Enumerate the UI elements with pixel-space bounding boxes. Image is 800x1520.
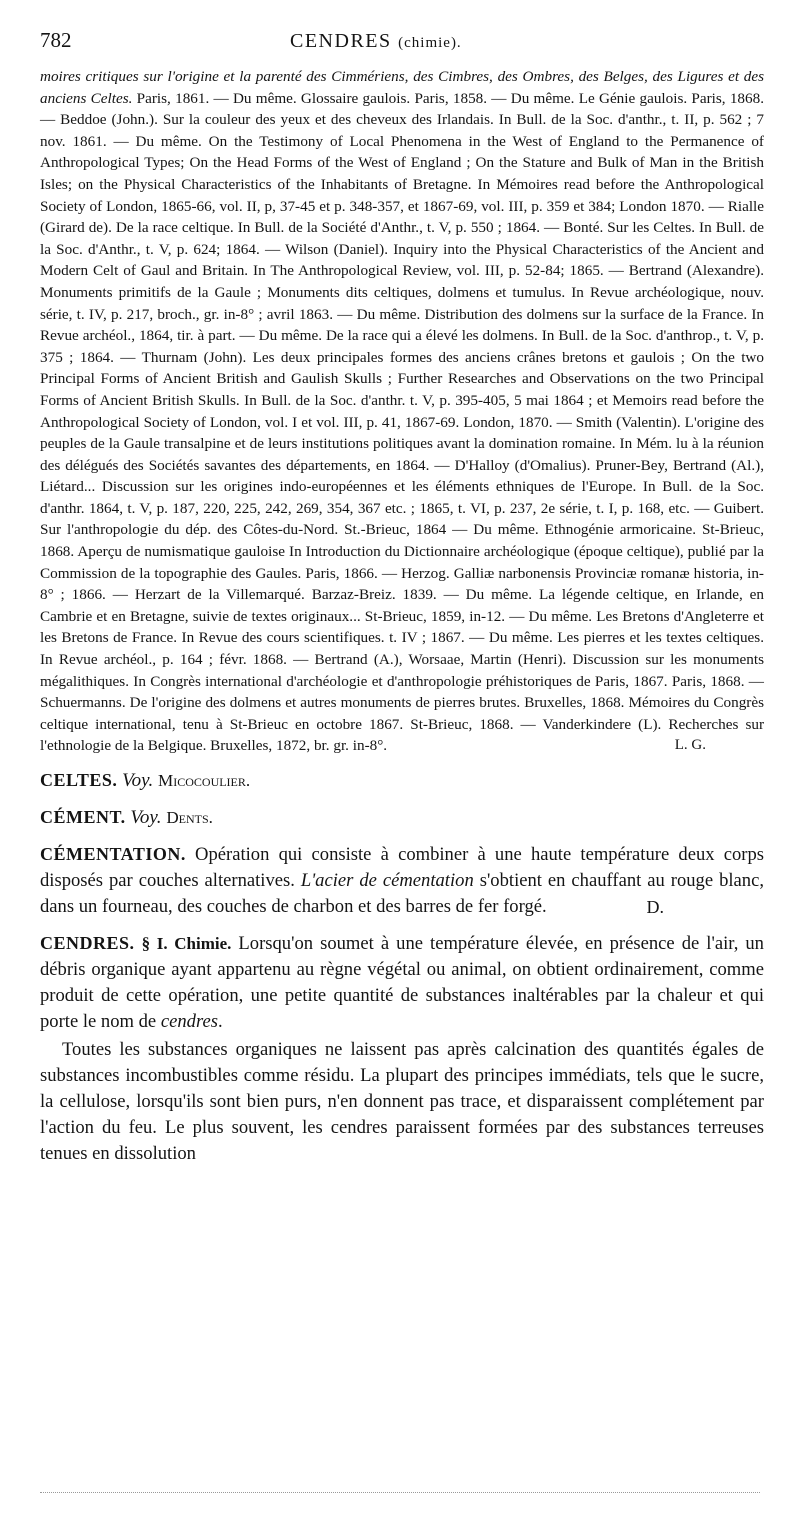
cendres-italic: cendres xyxy=(160,1011,218,1032)
bibliography-text: Paris, 1861. — Du même. Glossaire gaulois. Paris, 1858. — Du même. Le Génie gaulois. Paris, 1868. — Beddoe (John.). Sur la couleur des yeux et des cheveux des Irlandais. In Bull. de la Soc. d'anthr., t. II, p. 562 ; 7 nov. 1861. — Du même. On the Testimony of Local Phenomena in the West of England to the Permanence of Anthropological Types; On the Head Forms of the West of England ; On the Stature and Bulk of Man in the British Isles; on the Physical Characteristics of the Inhabitants of Bretagne. In Mémoires read before the Anthropological Society of London, 1865-66, vol. II, p, 37-45 et p. 348-357, et 1867-69, vol. III, p. 359 et 384; London 1870. — Rialle (Girard de). De la race celtique. In Bull. de la Société d'Anthr., t. V, p. 550 ; 1864. — Bonté. Sur les Celtes. In Bull. de la Soc. d'Anthr., t. V, p. 624; 1864. — Wilson (Daniel). Inquiry into the Physical Characteristics of the Ancient and Modern Celt of Gaul and Britain. In The Anthropological Review, vol. III, p. 52-84; 1865. — Bertrand (Alexandre). Monuments primitifs de la Gaule ; Monuments dits celtiques, dolmens et tumulus. In Revue archéologique, nouv. série, t. IV, p. 217, broch., gr. in-8° ; avril 1863. — Du même. Distribution des dolmens sur la surface de la France. In Revue archéol., 1864, tir. à part. — Du même. De la race qui a élevé les dolmens. In Bull. de la Soc. d'anthrop., t. V, p. 375 ; 1864. — Thurnam (John). Les deux principales formes des anciens crânes bretons et gaulois ; On the two Principal Forms of Ancient British and Gaulish Skulls ; Further Researches and Observations on the two Principal Forms of Ancient British Skulls. In Bull. de la Soc. d'anthr. t. V, p. 395-405, 5 mai 1864 ; et Memoirs read before the Anthropological Society of London, vol. I et vol. III, p. 41, 1867-69. London, 1870. — Smith (Valentin). L'origine des peuples de la Gaule transalpine et de leurs institutions politiques avant la domination romaine. In Mém. lu à la réunion des délégués des Sociétés savantes des départements, en 1864. — D'Halloy (d'Omalius). Pruner-Bey, Bertrand (Al.), Liétard... Discussion sur les origines indo-européennes et les éléments ethniques de l'Europe. In Bull. de la Soc. d'anthr. 1864, t. V, p. 187, 220, 225, 242, 269, 354, 367 etc. ; 1865, t. VI, p. 237, 2e série, t. I, p. 168, etc. — Guibert. Sur l'anthropologie du dép. des Côtes-du-Nord. St.-Brieuc, 1864 — Du même. Ethnogénie armoricaine. St-Brieuc, 1868. Aperçu de numismatique gauloise In Introduction du Dictionnaire archéologique (époque celtique), publié par la Commission de la topographie des Gaules. Paris, 1866. — Herzog. Galliæ narbonensis Provinciæ romanæ historia, in-8° ; 1866. — Herzart de la Villemarqué. Barzaz-Breiz. 1839. — Du même. La légende celtique, en Irlande, en Cambrie et en Bretagne, suivie de textes originaux... St-Brieuc, 1859, in-12. — Du même. Les Bretons d'Angleterre et les Bretons de France. In Revue des cours scientifiques. t. IV ; 1867. — Du même. Les pierres et les textes celtiques. In Revue archéol., p. 164 ; févr. 1868. — Bertrand (A.), Worsaae, Martin (Henri). Discussion sur les monuments mégalithiques. In Congrès international d'archéologie et d'anthropologie préhistoriques de Paris, 1867. Paris, 1868. — Schuermanns. De l'origine des dolmens et autres monuments de pierres brutes. Bruxelles, 1868. Mémoires du Congrès celtique international, tenu à St-Brieuc en octobre 1867. St-Brieuc, 1868. — Vanderkindere (L). Recherches sur l'ethnologie de la Belgique. Bruxelles, 1872, br. gr. in-8°. xyxy=(40,89,765,755)
entry-celtes xyxy=(40,767,764,794)
page-header xyxy=(40,28,764,60)
page-number: 782 xyxy=(40,28,72,52)
headword-celtes: CELTES. xyxy=(40,770,118,790)
bibliography-block xyxy=(40,66,764,757)
headword-cementation: CÉMENTATION. xyxy=(40,844,186,864)
voy-cement: Voy. xyxy=(130,807,162,828)
running-head xyxy=(290,30,462,53)
bottom-rule xyxy=(40,1492,760,1493)
headword-cement: CÉMENT. xyxy=(40,807,126,827)
cendres-paragraph-2: Toutes les substances organiques ne laissent pas après calcination des quantités égales de substances incombustibles comme résidu. La plupart des principes immédiats, tels que le sucre, la cellulose, lorsqu'ils sont bien purs, n'en donnent pas trace, et disparaissent complétement par l'action du feu. Le plus souvent, les cendres paraissent formées par des substances terreuses tenues en dissolution xyxy=(40,1039,764,1164)
section-chimie: § I. Chimie. xyxy=(141,934,232,953)
cementation-italic: L'acier de cémentation xyxy=(300,870,474,891)
cendres-text-1: Lorsqu'on soumet à une température élevée, en présence de l'air, un débris organique ayant appartenu au règne végétal ou animal, on obtient ordinairement, comme produit de cette opération, une petite quantité de substances inaltérables par la chaleur et qui porte le nom de xyxy=(40,933,764,1032)
ref-cement: Dents. xyxy=(166,808,213,827)
entry-cementation xyxy=(40,841,764,920)
cementation-text-2: s'obtient en chauffant au rouge blanc, dans un fourneau, des couches de charbon et des barres de fer forgé. xyxy=(40,870,764,917)
ref-celtes: Micocoulier. xyxy=(158,771,251,790)
cementation-text-1: Opération qui consiste à combiner à une haute température deux corps disposés par couches alternatives. xyxy=(40,844,765,891)
running-head-main: CENDRES xyxy=(290,30,392,52)
bibliography-signature: L. G. xyxy=(674,737,706,754)
headword-cendres: CENDRES. xyxy=(40,933,135,953)
running-head-sub: (chimie). xyxy=(398,35,462,51)
cementation-signature: D. xyxy=(646,897,664,917)
entry-cendres: CENDRES. § I. Chimie. Lorsqu'on soumet à une température élevée, en présence de l'air, un débris organique ayant appartenu au règne végétal ou animal, on obtient ordinairement, comme produit de cette opération, une petite quantité de substances inaltérables par la chaleur et qui porte le nom de cendres. xyxy=(40,933,764,1032)
entry-cement xyxy=(40,804,764,831)
bibliography-title-fragment: moires critiques sur l'origine et la parenté des Cimmériens, des Cimbres, des Ombres, des Belges, des Ligures et des anciens Celtes. xyxy=(40,68,764,107)
voy-celtes: Voy. xyxy=(122,770,154,791)
